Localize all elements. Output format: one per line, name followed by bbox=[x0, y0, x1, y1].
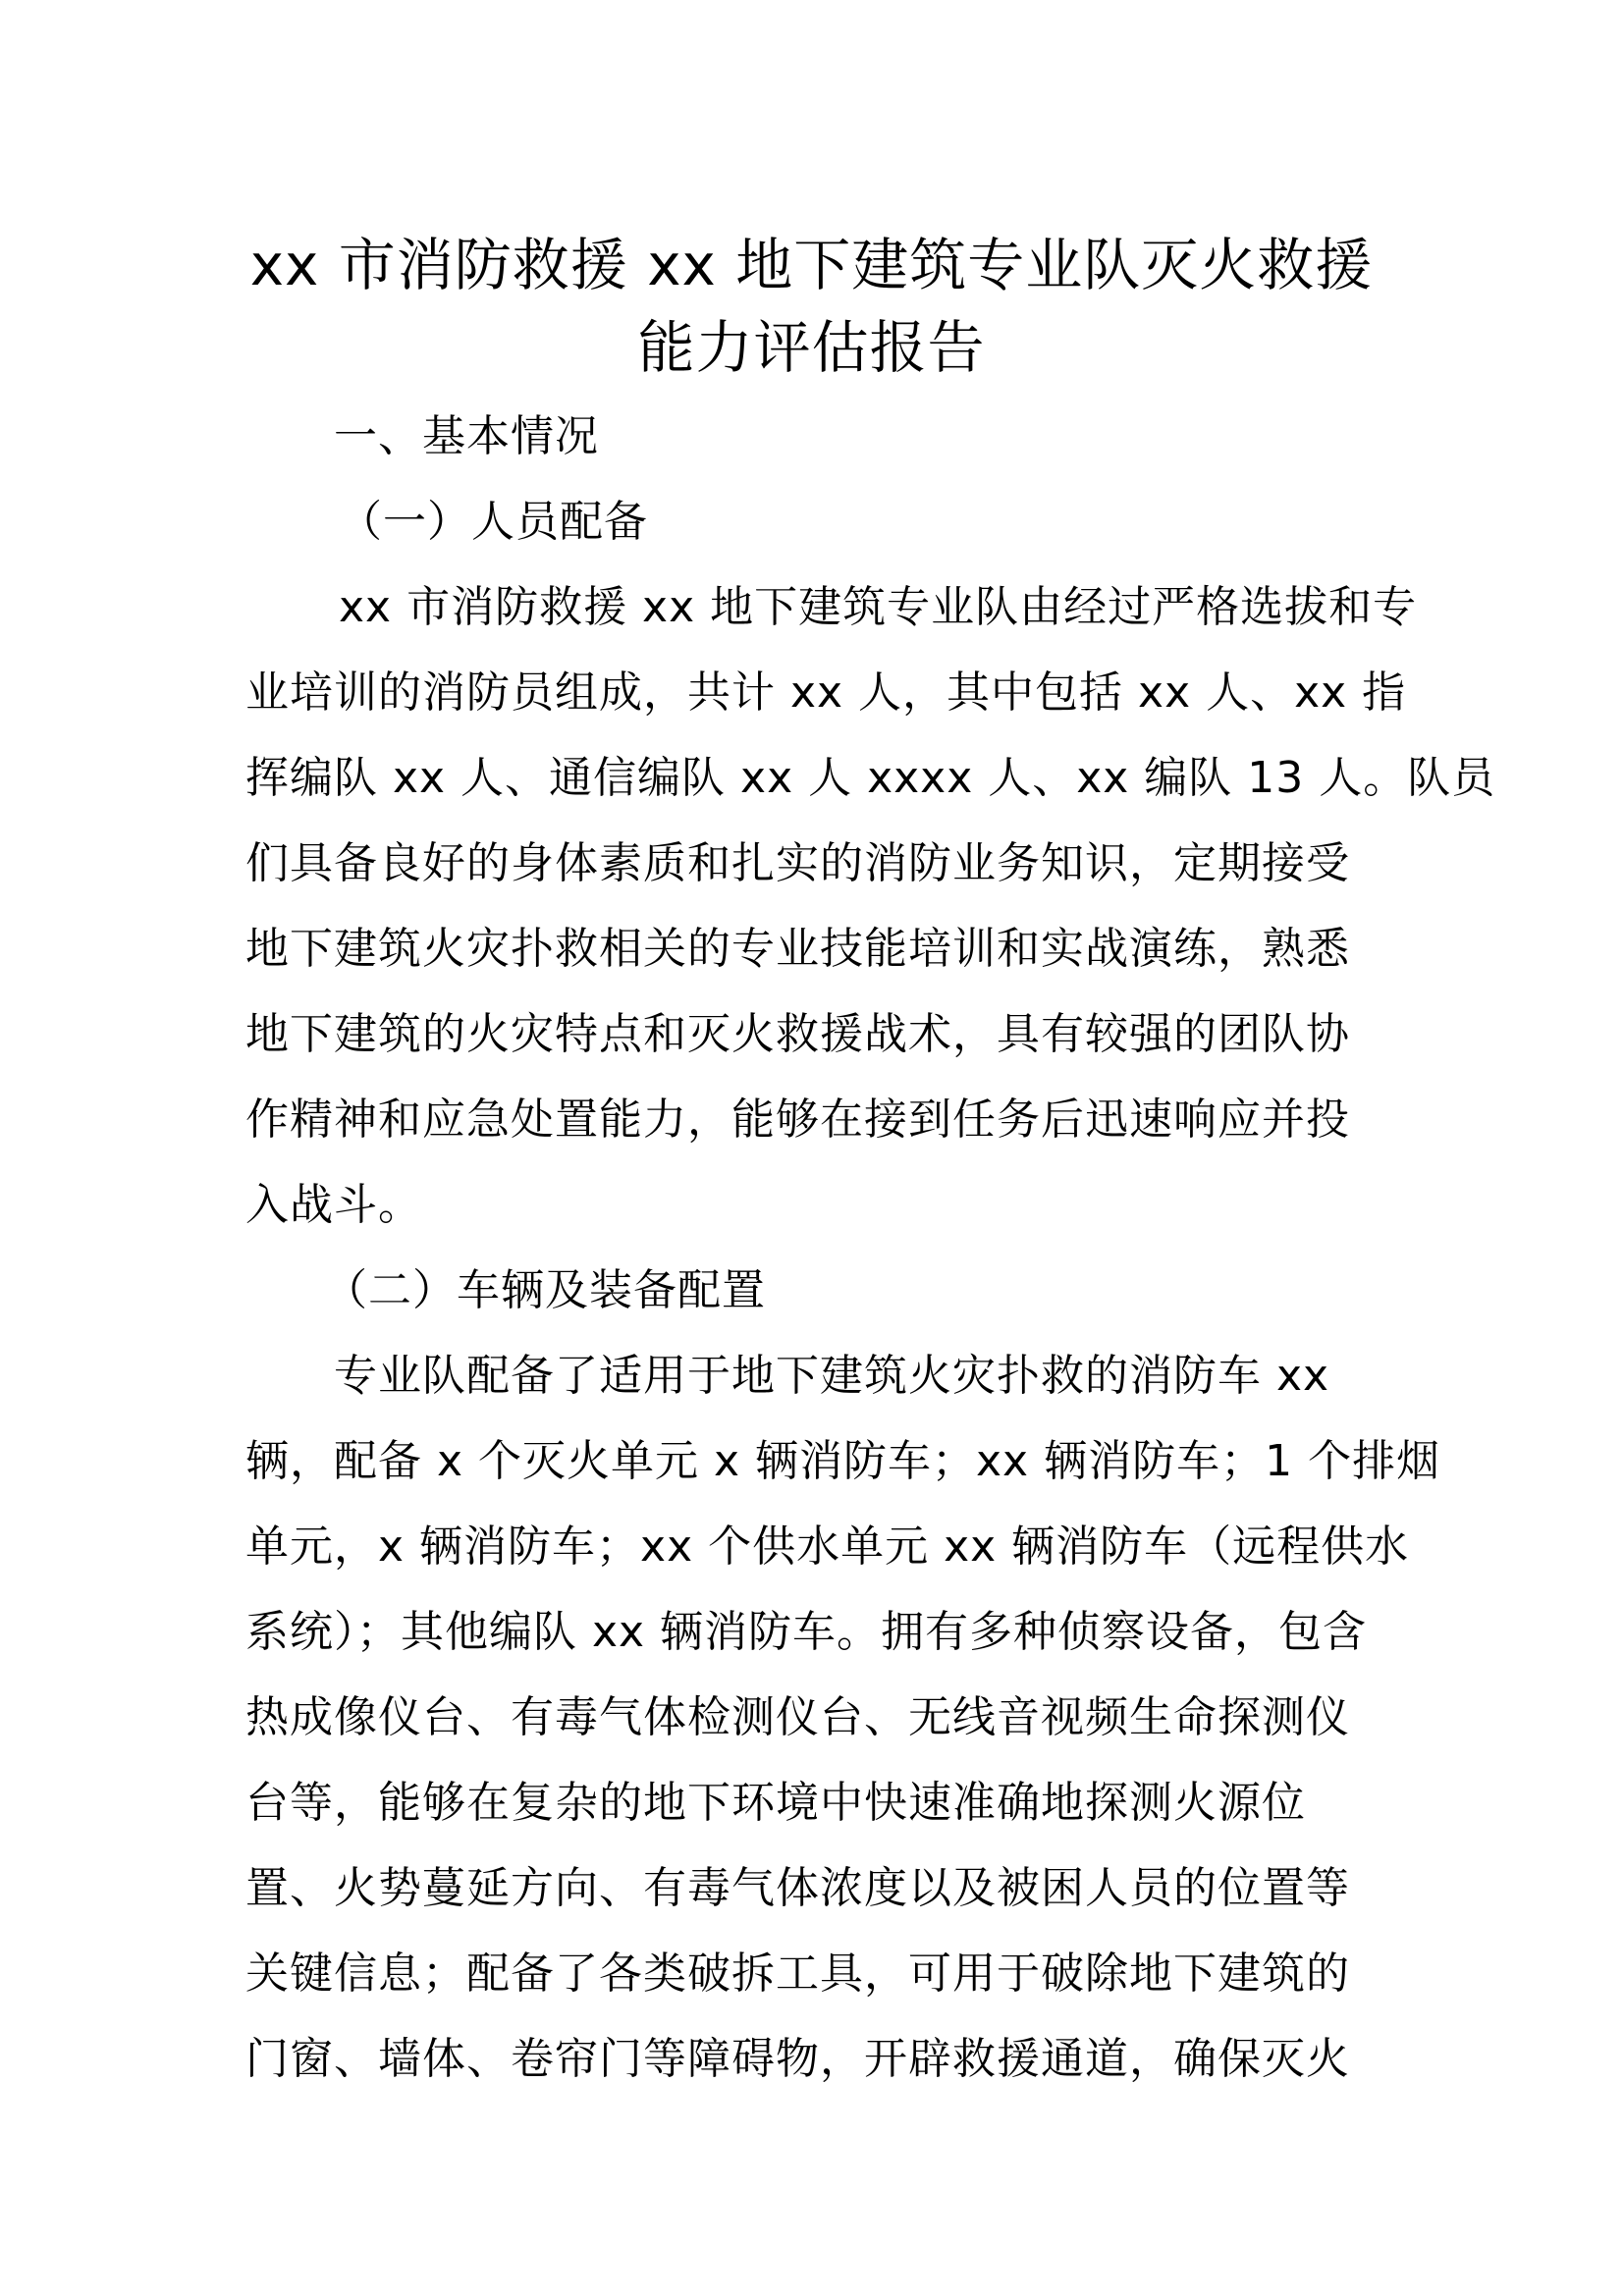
paragraph-line: 置、火势蔓延方向、有毒气体浓度以及被困人员的位置等 bbox=[245, 1863, 1350, 1913]
paragraph-line: 热成像仪台、有毒气体检测仪台、无线音视频生命探测仪 bbox=[245, 1692, 1350, 1742]
paragraph-line: 门窗、墙体、卷帘门等障碍物，开辟救援通道，确保灭火 bbox=[245, 2034, 1350, 2084]
paragraph-line: 专业队配备了适用于地下建筑火灾扑救的消防车 xx bbox=[334, 1351, 1330, 1401]
paragraph-line: 关键信息；配备了各类破拆工具，可用于破除地下建筑的 bbox=[245, 1949, 1350, 1999]
paragraph-line: 辆，配备 x 个灭火单元 x 辆消防车；xx 辆消防车；1 个排烟 bbox=[245, 1436, 1441, 1486]
paragraph-line: 单元，x 辆消防车；xx 个供水单元 xx 辆消防车（远程供水 bbox=[245, 1522, 1410, 1572]
paragraph-line: 业培训的消防员组成，共计 xx 人，其中包括 xx 人、xx 指 bbox=[245, 667, 1407, 718]
paragraph-line: 们具备良好的身体素质和扎实的消防业务知识，定期接受 bbox=[245, 838, 1350, 888]
title-line-2: 能力评估报告 bbox=[637, 314, 986, 381]
subsection-heading: （二）车辆及装备配置 bbox=[324, 1265, 766, 1315]
paragraph-line: 作精神和应急处置能力，能够在接到任务后迅速响应并投 bbox=[245, 1095, 1350, 1145]
paragraph-line: 挥编队 xx 人、通信编队 xx 人 xxxx 人、xx 编队 13 人。队员 bbox=[245, 753, 1496, 803]
paragraph-line: 地下建筑的火灾特点和灭火救援战术，具有较强的团队协 bbox=[245, 1009, 1350, 1059]
paragraph-line: 入战斗。 bbox=[245, 1180, 422, 1230]
paragraph-line: 台等，能够在复杂的地下环境中快速准确地探测火源位 bbox=[245, 1778, 1306, 1828]
section-heading: 一、基本情况 bbox=[334, 411, 599, 461]
document-title bbox=[187, 224, 1436, 389]
title-line-1: xx 市消防救援 xx 地下建筑专业队灭火救援 bbox=[249, 232, 1374, 298]
subsection-heading: （一）人员配备 bbox=[339, 497, 648, 547]
paragraph-line: 地下建筑火灾扑救相关的专业技能培训和实战演练，熟悉 bbox=[245, 924, 1350, 974]
paragraph-line: xx 市消防救援 xx 地下建筑专业队由经过严格选拔和专 bbox=[339, 582, 1418, 632]
paragraph-line: 系统）；其他编队 xx 辆消防车。拥有多种侦察设备，包含 bbox=[245, 1607, 1368, 1657]
